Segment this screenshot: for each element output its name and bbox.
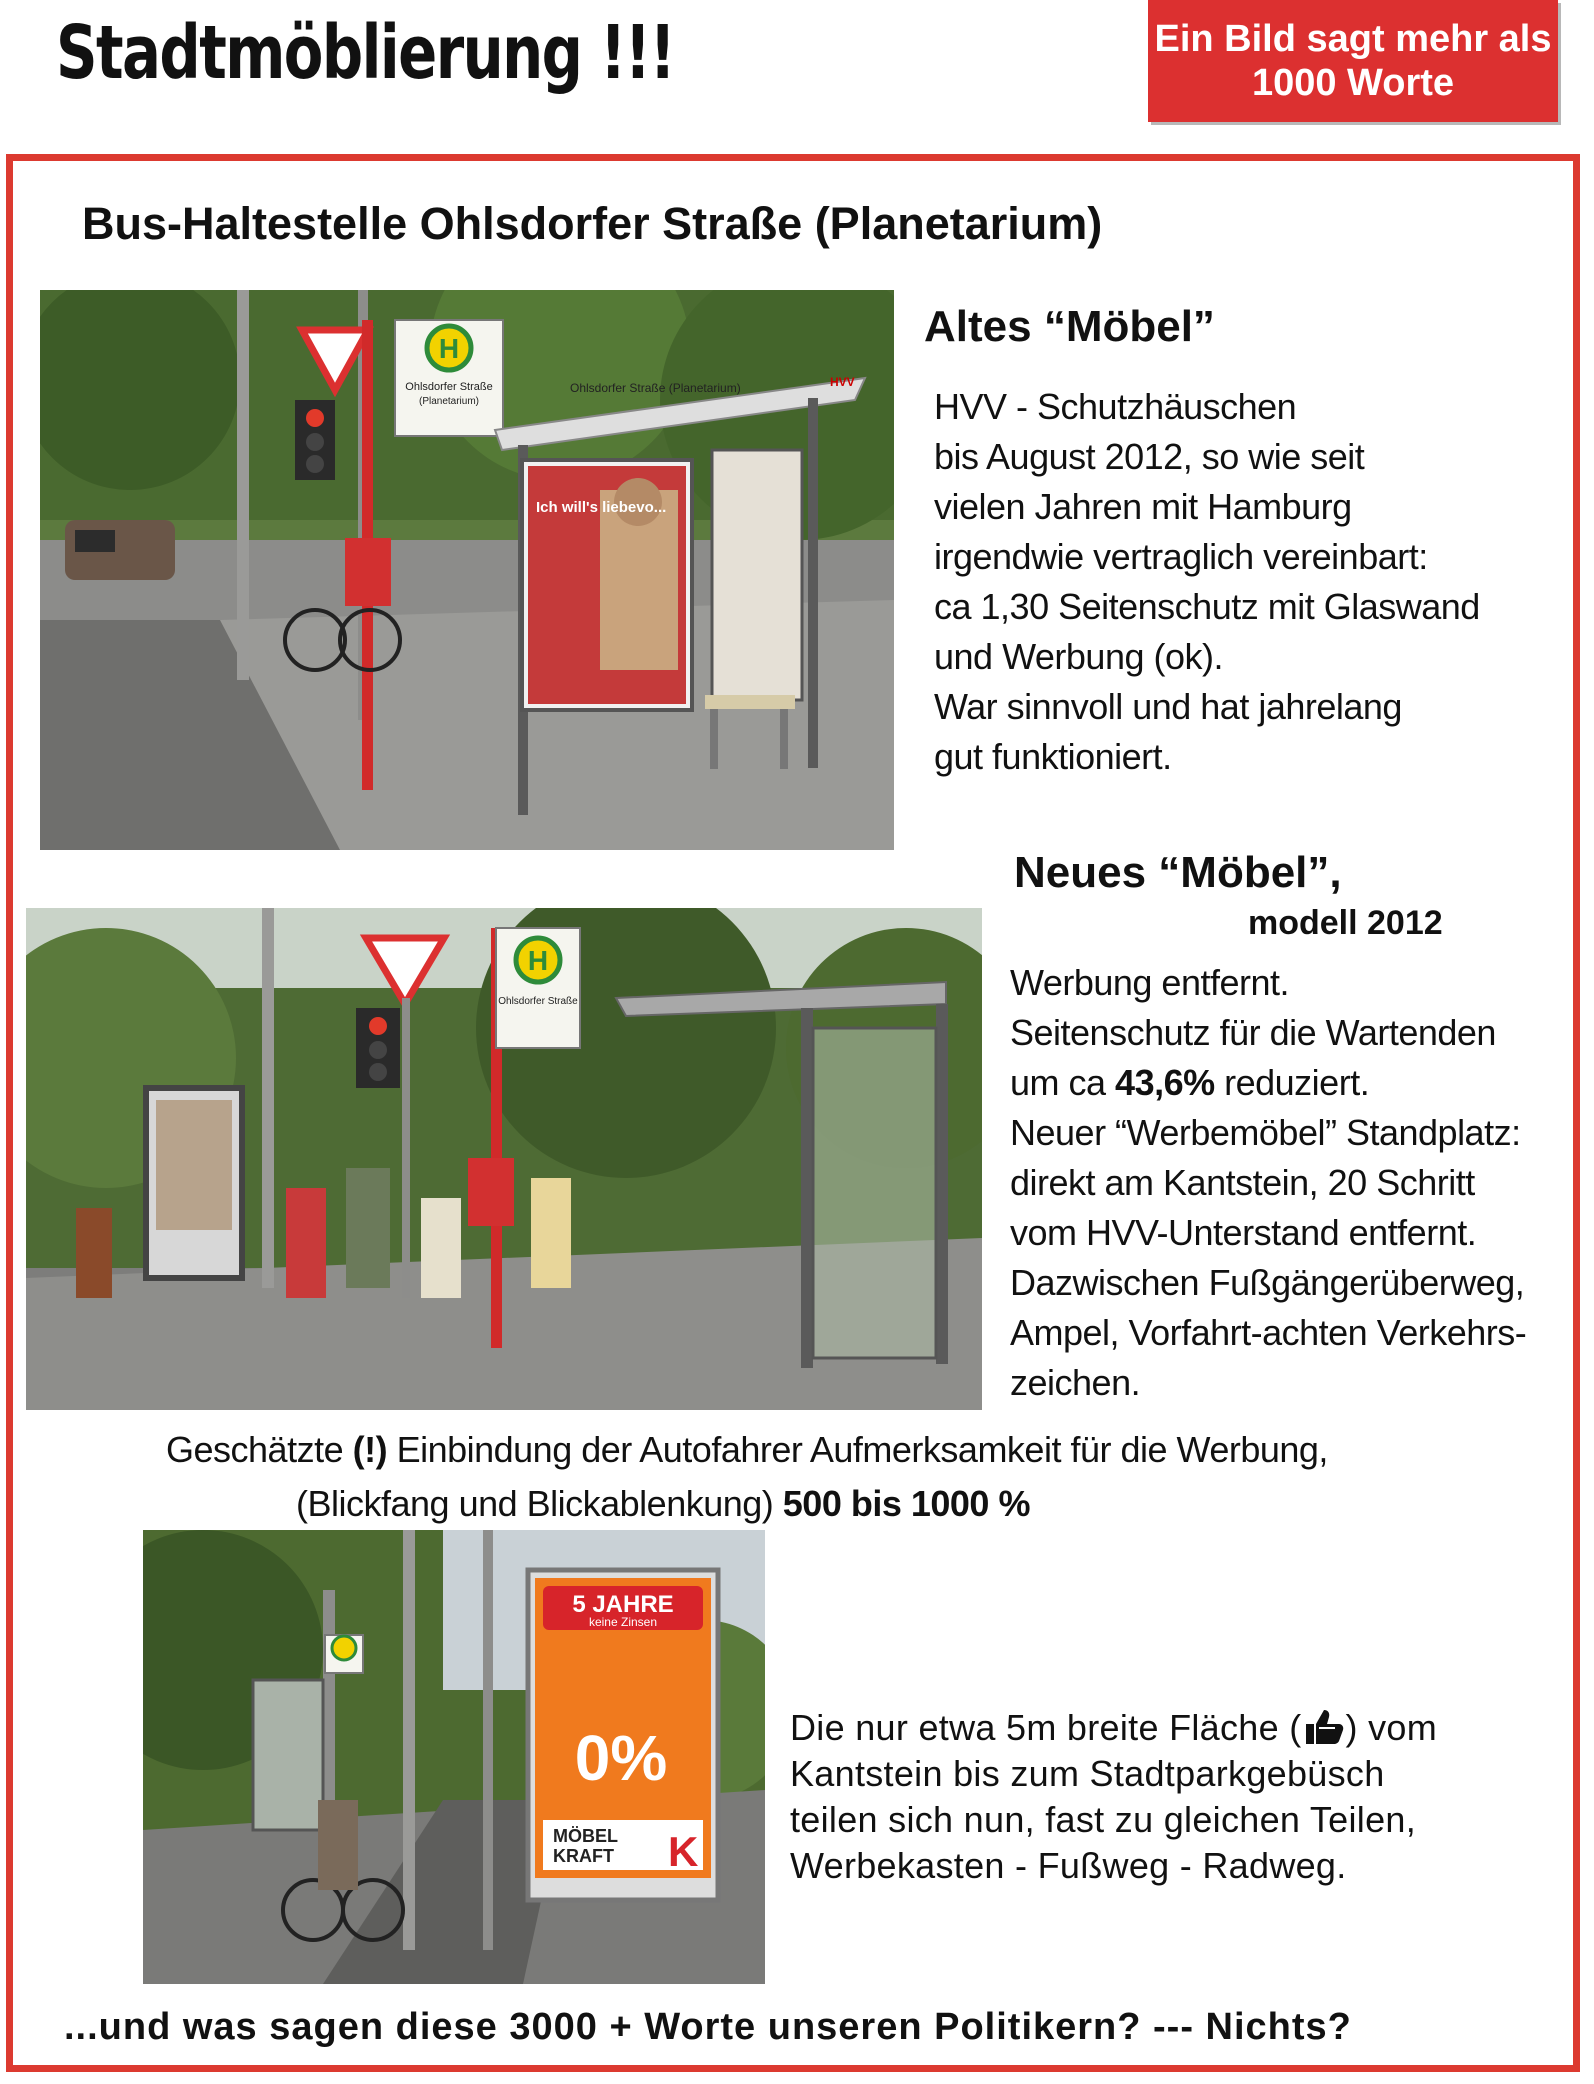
old-furniture-title: Altes “Möbel” [924,302,1215,351]
svg-text:K: K [668,1828,699,1875]
text-line: zeichen. [1010,1362,1141,1403]
svg-text:0%: 0% [574,1722,668,1794]
text-line: Kantstein bis zum Stadtparkgebüsch [790,1753,1385,1794]
text-line [166,1477,1328,1531]
text-line: Neuer “Werbemöbel” Standplatz: [1010,1112,1521,1153]
new-furniture-title: Neues “Möbel”, [1014,848,1342,897]
text-fragment: Geschätzte [166,1429,353,1470]
slogan-line-2: 1000 Worte [1251,62,1455,104]
page-title: Stadtmöblierung !!! [56,10,675,96]
text-line: und Werbung (ok). [934,636,1223,677]
text-fragment: ) vom [1345,1707,1438,1748]
text-fragment: Einbindung der Autofahrer Aufmerksamkeit für die Werbung, [387,1429,1328,1470]
text-line [166,1423,1328,1477]
svg-text:H: H [527,945,549,976]
text-line [1010,1058,1526,1108]
text-fragment: Die nur etwa 5m breite Fläche ( [790,1707,1302,1748]
text-line: direkt am Kantstein, 20 Schritt [1010,1162,1475,1203]
photo-new-shelter [26,908,982,1410]
text-line: HVV - Schutzhäuschen [934,386,1297,427]
new-furniture-subtitle: modell 2012 [1248,904,1443,942]
svg-text:(Planetarium): (Planetarium) [418,396,480,407]
text-line: vom HVV-Unterstand entfernt. [1010,1212,1477,1253]
text-line: bis August 2012, so wie seit [934,436,1365,477]
reduction-percentage: 43,6% [1115,1062,1215,1103]
emphasis-mark: (!) [352,1429,388,1470]
thumbs-up-icon [1302,1706,1346,1746]
text-line: vielen Jahren mit Hamburg [934,486,1352,527]
text-line: Ampel, Vorfahrt-achten Verkehrs- [1010,1312,1527,1353]
photo-ad-box [143,1530,765,1984]
estimate-range: 500 bis 1000 % [782,1483,1030,1524]
svg-text:H: H [438,333,460,364]
text-fragment: um ca [1010,1062,1116,1103]
text-line: irgendwie vertraglich vereinbart: [934,536,1428,577]
text-line: Dazwischen Fußgängerüberweg, [1010,1262,1525,1303]
section-title: Bus-Haltestelle Ohlsdorfer Straße (Planetarium) [82,198,1103,249]
photo-old-shelter [40,290,894,850]
closing-question: ...und was sagen diese 3000 + Worte unseren Politikern? --- Nichts? [64,2006,1352,2048]
text-fragment: reduziert. [1214,1062,1370,1103]
bus-stop-h-icon [332,1636,356,1660]
text-line: ca 1,30 Seitenschutz mit Glaswand [934,586,1480,627]
slogan-line-1: Ein Bild sagt mehr als [1154,18,1552,60]
text-line: Werbung entfernt. [1010,962,1290,1003]
svg-text:5 JAHRE: 5 JAHRE [572,1591,674,1618]
svg-text:HVV: HVV [830,375,855,389]
svg-text:Ich will's liebevo...: Ich will's liebevo... [536,499,667,516]
space-sharing-description [790,1705,1437,1889]
svg-text:Ohlsdorfer Straße (Planetarium: Ohlsdorfer Straße (Planetarium) [570,381,741,395]
svg-text:keine Zinsen: keine Zinsen [588,1615,658,1629]
svg-text:MÖBEL: MÖBEL [553,1826,618,1846]
svg-text:KRAFT: KRAFT [553,1846,614,1866]
attention-estimate [166,1423,1328,1531]
text-line: teilen sich nun, fast zu gleichen Teilen, [790,1799,1417,1840]
text-line: gut funktioniert. [934,736,1172,777]
text-line: War sinnvoll und hat jahrelang [934,686,1402,727]
old-furniture-description [934,382,1480,782]
svg-text:Ohlsdorfer Straße: Ohlsdorfer Straße [405,381,493,393]
text-line [790,1705,1437,1751]
text-line: Seitenschutz für die Wartenden [1010,1012,1496,1053]
new-furniture-description [1010,958,1526,1408]
slogan-badge [1148,0,1558,122]
text-line: Werbekasten - Fußweg - Radweg. [790,1845,1347,1886]
svg-text:Ohlsdorfer Straße: Ohlsdorfer Straße [498,996,578,1007]
text-fragment: (Blickfang und Blickablenkung) [296,1483,783,1524]
